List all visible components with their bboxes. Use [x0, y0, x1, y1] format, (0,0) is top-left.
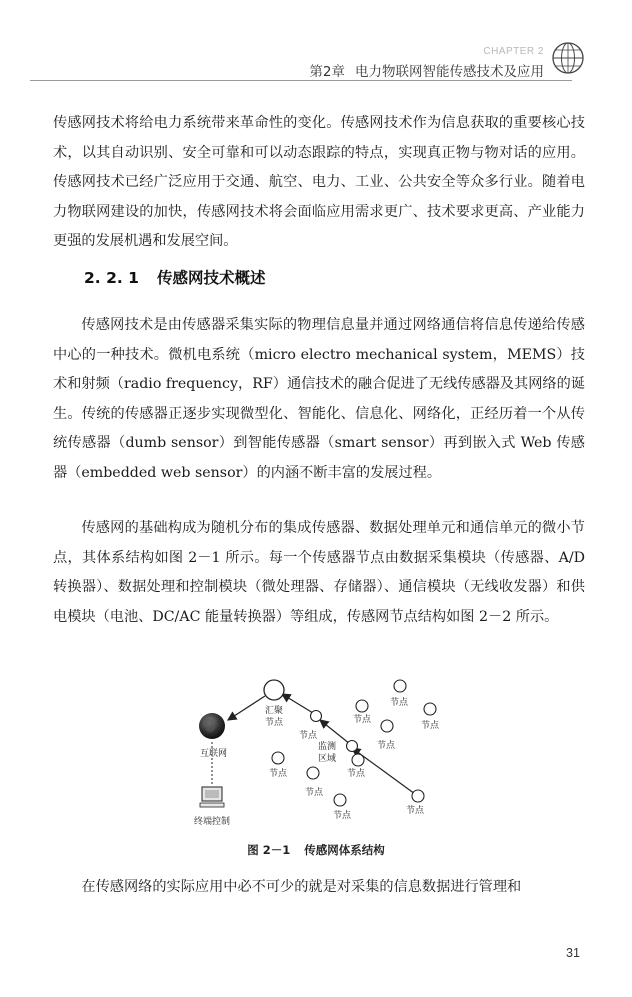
terminal-label: 终端控制	[194, 817, 231, 827]
internet-globe-icon	[199, 713, 225, 739]
monitor-label-line1: 监测	[318, 742, 337, 752]
sensor-node	[390, 680, 409, 708]
sensor-node	[377, 720, 396, 751]
sensor-node	[347, 754, 366, 779]
internet-label: 互联网	[200, 749, 228, 759]
monitor-label-line2: 区域	[318, 754, 337, 764]
paragraph-overview: 传感网技术是由传感器采集实际的物理信息量并通过网络通信将信息传递给传感中心的一种技术。微机电系统（micro electro mechanical system，MEMS）技术和射频（radio frequency，RF）通信技术的融合促进了无线传感器及其网络的诞生。传统的传感器正逐步实现微型化、智能化、信息化、网络化，正经历着一个从传统传感器（dumb sensor）到智能传感器（smart sensor）再到嵌入式 Web 传感器（embedded web sensor）的内涵不断丰富的发展过程。	[53, 317, 585, 481]
source-node-label: 节点	[406, 806, 425, 816]
section-heading	[84, 266, 265, 288]
page-number: 31	[566, 946, 580, 960]
node-label: 节点	[377, 741, 396, 751]
page-header	[0, 0, 632, 90]
node-label: 节点	[347, 769, 366, 779]
paragraph-intro: 传感网技术将给电力系统带来革命性的变化。传感网技术作为信息获取的重要核心技术，以其自动识别、安全可靠和可以动态跟踪的特点，实现真正物与物对话的应用。传感网技术已经广泛应用于交通、航空、电力、工业、公共安全等众多行业。随着电力物联网建设的加快，传感网技术将会面临应用需求更广、技术要求更高、产业能力更强的发展机遇和发展空间。	[53, 115, 585, 250]
sensor-node	[269, 752, 288, 779]
node-label: 节点	[353, 715, 372, 725]
node-label: 节点	[390, 698, 409, 708]
paragraph-architecture: 传感网的基础构成为随机分布的集成传感器、数据处理单元和通信单元的微小节点，其体系结构如图 2－1 所示。每一个传感器节点由数据采集模块（传感器、A/D 转换器）、数据处理和控制模块（微处理器、存储器）、通信模块（无线收发器）和供电模块（电池、DC/AC 能量转换器）等组成，传感网节点结构如图 2－2 所示。	[53, 520, 585, 625]
paragraph-continued: 在传感网络的实际应用中必不可少的就是对采集的信息数据进行管理和	[81, 879, 522, 895]
running-header	[309, 60, 554, 80]
source-node	[412, 790, 424, 802]
caption-title: 传感网体系结构	[304, 843, 385, 857]
sensor-node	[305, 767, 324, 798]
sensor-node	[421, 703, 440, 731]
figure-caption	[0, 842, 632, 858]
sensor-network-figure	[190, 676, 460, 836]
relay-node-label: 节点	[299, 731, 318, 741]
globe-chapter-icon	[548, 38, 588, 78]
caption-number: 图 2－1	[247, 843, 291, 857]
sensor-node	[353, 700, 372, 725]
node-label: 节点	[305, 788, 324, 798]
sink-label-line2: 节点	[265, 718, 284, 728]
node-label: 节点	[333, 811, 352, 821]
header-rule	[30, 80, 572, 81]
node-label: 节点	[269, 769, 288, 779]
relay-node	[311, 711, 322, 722]
chapter-english-label: CHAPTER 2	[483, 46, 544, 57]
chapter-number: 第2章	[309, 64, 345, 80]
chapter-title: 电力物联网智能传感技术及应用	[355, 64, 544, 80]
sink-node	[264, 680, 284, 700]
terminal-computer-icon	[200, 787, 224, 807]
sink-label-line1: 汇聚	[265, 706, 284, 716]
sensor-network-diagram	[190, 676, 460, 836]
node-label: 节点	[421, 721, 440, 731]
monitor-relay-node	[347, 741, 358, 752]
sensor-node	[333, 794, 352, 821]
section-number: 2. 2. 1	[84, 269, 139, 287]
section-title: 传感网技术概述	[156, 269, 266, 287]
